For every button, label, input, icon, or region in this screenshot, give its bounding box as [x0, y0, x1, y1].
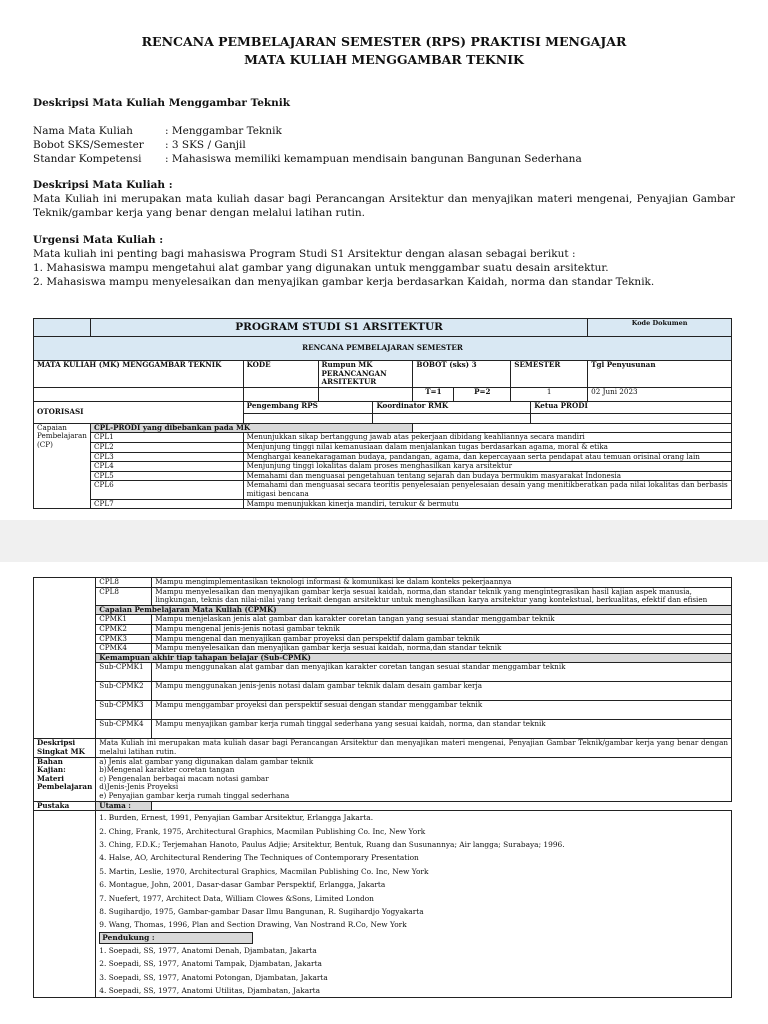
- deskripsi-label: Deskripsi Singkat MK: [34, 739, 96, 757]
- pendukung-ref: 1. Soepadi, SS, 1977, Anatomi Denah, Djambatan, Jakarta: [99, 945, 317, 955]
- cpl-row: [34, 578, 732, 588]
- pendukung-heading: Pendukung :: [99, 932, 253, 944]
- cpl-heading: CPL-PRODI yang dibebankan pada MK: [90, 423, 412, 433]
- urgensi-list: [33, 261, 735, 289]
- field-row: [33, 152, 735, 166]
- cpl-code: CPL7: [90, 499, 243, 509]
- cpl-text: Menjunjung tinggi nilai kemanusiaan dalam menjalankan tugas berdasarkan agama, moral & etika: [243, 442, 731, 452]
- field-row: [33, 138, 735, 152]
- bahan-item: b)Mengenal karakter coretan tangan: [99, 765, 235, 775]
- sub-cpmk-row: [34, 701, 732, 720]
- cp-label: Capaian Pembelajaran (CP): [34, 423, 91, 508]
- utama-ref: 9. Wang, Thomas, 1996, Plan and Section Drawing, Van Nostrand R.Co, New York: [99, 920, 407, 930]
- cpl-code: CPL1: [90, 433, 243, 443]
- program-title: PROGRAM STUDI S1 ARSITEKTUR: [90, 319, 587, 337]
- ketua-label: Ketua PRODI: [531, 401, 732, 413]
- empty-cell: [243, 413, 373, 423]
- sub-cpmk-row-code: Sub-CPMK1: [96, 663, 152, 682]
- cpmk-row-text: Mampu mengenal dan menyajikan gambar proyeksi dan perspektif dalam gambar teknik: [152, 634, 732, 644]
- field-value: : Menggambar Teknik: [165, 125, 282, 137]
- pustaka-header-row: [34, 801, 732, 811]
- cpmk-row: [34, 615, 732, 625]
- cpl-code: CPL3: [90, 452, 243, 462]
- pengembang-label: Pengembang RPS: [243, 401, 373, 413]
- p-value: P=2: [454, 387, 511, 401]
- cpl-row: [34, 442, 732, 452]
- cpmk-heading: Capaian Pembelajaran Mata Kuliah (CPMK): [96, 605, 732, 615]
- bahan-row: [34, 757, 732, 801]
- cpl-text: Menjunjung tinggi lokalitas dalam proses menghasilkan karya arsitektur: [243, 462, 731, 472]
- tgl-value: 02 Juni 2023: [588, 387, 732, 401]
- field-label: Standar Kompetensi: [33, 153, 142, 165]
- detail-rows: [34, 578, 732, 998]
- bahan-label: Bahan Kajian: Materi Pembelajaran: [34, 757, 96, 801]
- sub-cpmk-row-text: Mampu menggunakan alat gambar dan menyajikan karakter coretan tangan sesuai standar menggambar teknik: [152, 663, 732, 682]
- utama-ref: 3. Ching, F.D.K.; Terjemahan Hanoto, Paulus Adjie; Arsitektur, Bentuk, Ruang dan Susunannya; Air langga; Surabaya; 1996.: [99, 839, 565, 849]
- sub-cpmk-row-code: Sub-CPMK3: [96, 701, 152, 720]
- cpl-text: Memahami dan menguasai pengetahuan tentang sejarah dan budaya bermukim masyarakat Indonesia: [243, 471, 731, 481]
- sub-cpmk-heading: Kemampuan akhir tiap tahapan belajar (Sub-CPMK): [96, 653, 732, 663]
- cpl-code: CPL6: [90, 481, 243, 499]
- bahan-item: d)Jenis-Jenis Proyeksi: [99, 782, 179, 792]
- title-line-1: RENCANA PEMBELAJARAN SEMESTER (RPS) PRAKTISI MENGAJAR: [141, 34, 627, 49]
- pustaka-refs: [96, 811, 732, 998]
- utama-ref: 4. Halse, AO, Architectural Rendering The Techniques of Contemporary Presentation: [99, 853, 419, 863]
- deskripsi-text: Mata Kuliah ini merupakan mata kuliah dasar bagi Perancangan Arsitektur dan menyajikan materi mengenai, Penyajian Gambar Teknik/gambar kerja yang benar dengan melalui latihan rutin.: [96, 739, 732, 757]
- cpl-row-code: CPL8: [96, 587, 152, 605]
- pustaka-label: Pustaka: [34, 801, 96, 811]
- desc-text: Mata Kuliah ini merupakan mata kuliah dasar bagi Perancangan Arsitektur dan menyajikan materi mengenai, Penyajian Gambar Teknik/gambar kerja yang benar dengan melalui latihan rutin.: [33, 193, 735, 219]
- field-value: : 3 SKS / Ganjil: [165, 139, 246, 151]
- utama-ref: 7. Nuefert, 1977, Architect Data, William Clowes &Sons, Limited London: [99, 893, 374, 903]
- desc-heading: Deskripsi Mata Kuliah :: [33, 179, 173, 191]
- cpl-text: Menghargai keanekaragaman budaya, pandangan, agama, dan kepercayaan serta pendapat atau temuan orisinal orang lain: [243, 452, 731, 462]
- field-row: [33, 124, 735, 138]
- empty-cell: [243, 387, 318, 401]
- page-2: [0, 562, 768, 1024]
- rps-subtitle: RENCANA PEMBELAJARAN SEMESTER: [34, 337, 732, 361]
- empty-cell: [34, 811, 96, 998]
- cpl-text: Mampu menunjukkan kinerja mandiri, terukur & bermutu: [243, 499, 731, 509]
- bahan-item: e) Penyajian gambar kerja rumah tinggal sederhana: [99, 790, 290, 800]
- cpmk-row-text: Mampu menjelaskan jenis alat gambar dan karakter coretan tangan yang sesuai standar menggambar teknik: [152, 615, 732, 625]
- cpl-row-text: Mampu mengimplementasikan teknologi informasi & komunikasi ke dalam konteks pekerjaannya: [152, 578, 732, 588]
- cpl-row: [34, 587, 732, 605]
- sub-cpmk-row: [34, 682, 732, 701]
- kode-dokumen: Kode Dokumen: [588, 319, 732, 337]
- intro-heading: Deskripsi Mata Kuliah Menggambar Teknik: [33, 97, 291, 109]
- koordinator-label: Koordinator RMK: [373, 401, 531, 413]
- utama-ref: 2. Ching, Frank, 1975, Architectural Graphics, Macmilan Publishing Co. Inc, New York: [99, 826, 426, 836]
- utama-ref: 1. Burden, Ernest, 1991, Penyajian Gambar Arsitektur, Erlangga Jakarta.: [99, 813, 374, 823]
- rumpun-label: Rumpun MK PERANCANGAN ARSITEKTUR: [318, 361, 413, 388]
- title-line-2: MATA KULIAH MENGGAMBAR TEKNIK: [244, 52, 524, 67]
- cpl-code: CPL2: [90, 442, 243, 452]
- empty-cell: [318, 387, 413, 401]
- cp-label-continued: [34, 578, 96, 739]
- cpmk-row-code: CPMK4: [96, 644, 152, 654]
- bobot-label: BOBOT (sks) 3: [413, 361, 511, 388]
- utama-ref: 6. Montague, John, 2001, Dasar-dasar Gambar Perspektif, Erlangga, Jakarta: [99, 880, 386, 890]
- cpl-row: [34, 462, 732, 472]
- document-title: [0, 0, 768, 69]
- empty-cell: [373, 413, 531, 423]
- field-label: Nama Mata Kuliah: [33, 125, 133, 137]
- intro-section: [33, 96, 735, 289]
- urgensi-text: Mata kuliah ini penting bagi mahasiswa Program Studi S1 Arsitektur dengan alasan sebagai berikut :: [33, 248, 576, 260]
- cpl-row-text: Mampu menyelesaikan dan menyajikan gambar kerja sesuai kaidah, norma,dan standar teknik yang mengintegrasikan hasil kajian aspek manusia, lingkungan, teknis dan nilai-nilai yang terkait dengan arsitektur untuk menghasilkan karya arsitektur yang kontekstual, berkualitas, efektif dan efisien: [152, 587, 732, 605]
- cpl-text: Memahami dan menguasai secara teoritis penyelesaian penyelesaian desain yang menitikberatkan pada nilai lokalitas dan berbasis mitigasi bencana: [243, 481, 731, 499]
- sub-cpmk-row-text: Mampu menggunakan jenis-jenis notasi dalam gambar teknik dalam desain gambar kerja: [152, 682, 732, 701]
- kode-label: KODE: [243, 361, 318, 388]
- cpmk-row-code: CPMK3: [96, 634, 152, 644]
- urgensi-item: 1. Mahasiswa mampu mengetahui alat gambar yang digunakan untuk menggambar suatu desain arsitektur.: [33, 262, 609, 274]
- semester-value: 1: [511, 387, 588, 401]
- otorisasi-label: OTORISASI: [34, 401, 244, 423]
- cpmk-row-code: CPMK1: [96, 615, 152, 625]
- sub-cpmk-row-code: Sub-CPMK2: [96, 682, 152, 701]
- urgensi-heading: Urgensi Mata Kuliah :: [33, 234, 164, 246]
- cpmk-row-code: CPMK2: [96, 624, 152, 634]
- cpmk-row-text: Mampu menyelesaikan dan menyajikan gambar kerja sesuai kaidah, norma,dan standar teknik: [152, 644, 732, 654]
- field-value: : Mahasiswa memiliki kemampuan mendisain bangunan Bangunan Sederhana: [165, 153, 582, 165]
- empty-cell: [531, 413, 732, 423]
- empty-cell: [152, 801, 732, 811]
- cpmk-row-text: Mampu mengenal jenis-jenis notasi gambar teknik: [152, 624, 732, 634]
- bahan-item: a) Jenis alat gambar yang digunakan dalam gambar teknik: [99, 756, 314, 766]
- semester-label: SEMESTER: [511, 361, 588, 388]
- pustaka-refs-row: [34, 811, 732, 998]
- cpl-text: Menunjukkan sikap bertanggung jawab atas pekerjaan dibidang keahliannya secara mandiri: [243, 433, 731, 443]
- sub-cpmk-row-text: Mampu menggambar proyeksi dan perspektif sesuai dengan standar menggambar teknik: [152, 701, 732, 720]
- urgensi-item: 2. Mahasiswa mampu menyelesaikan dan menyajikan gambar kerja berdasarkan Kaidah, norma dan standar Teknik.: [33, 276, 655, 288]
- pendukung-ref: 2. Soepadi, SS, 1977, Anatomi Tampak, Djambatan, Jakarta: [99, 959, 322, 969]
- cpl-rows: [34, 423, 732, 508]
- cpl-code: CPL5: [90, 471, 243, 481]
- field-list: [33, 124, 735, 166]
- logo-cell: [34, 319, 91, 337]
- field-label: Bobot SKS/Semester: [33, 139, 144, 151]
- tgl-label: Tgl Penyusunan: [588, 361, 732, 388]
- bahan-item: c) Pengenalan berbagai macam notasi gambar: [99, 773, 269, 783]
- sub-cpmk-row-code: Sub-CPMK4: [96, 720, 152, 739]
- cpl-row: [34, 499, 732, 509]
- utama-ref: 5. Martin, Leslie, 1970, Architectural Graphics, Macmilan Publishing Co. Inc, New York: [99, 866, 429, 876]
- cpl-row-code: CPL8: [96, 578, 152, 588]
- sub-cpmk-row: [34, 663, 732, 682]
- cpmk-row: [34, 624, 732, 634]
- t-value: T=1: [413, 387, 454, 401]
- deskripsi-row: [34, 739, 732, 757]
- bahan-list: [96, 757, 732, 801]
- mk-label: MATA KULIAH (MK) MENGGAMBAR TEKNIK: [34, 361, 244, 388]
- cpl-code: CPL4: [90, 462, 243, 472]
- rps-detail-table: [33, 577, 732, 998]
- rps-header-table: [33, 318, 732, 509]
- sub-cpmk-row: [34, 720, 732, 739]
- utama-heading: Utama :: [96, 801, 152, 811]
- cpmk-row: [34, 644, 732, 654]
- utama-ref: 8. Sugihardjo, 1975, Gambar-gambar Dasar Ilmu Bangunan, R. Sugihardjo Yogyakarta: [99, 906, 424, 916]
- pendukung-ref: 3. Soepadi, SS, 1977, Anatomi Potongan, Djambatan, Jakarta: [99, 972, 328, 982]
- empty-cell: [34, 387, 244, 401]
- sub-cpmk-row-text: Mampu menyajikan gambar kerja rumah tinggal sederhana yang sesuai kaidah, norma, dan standar teknik: [152, 720, 732, 739]
- pendukung-ref: 4. Soepadi, SS, 1977, Anatomi Utilitas, Djambatan, Jakarta: [99, 985, 321, 995]
- cpl-row: [34, 481, 732, 499]
